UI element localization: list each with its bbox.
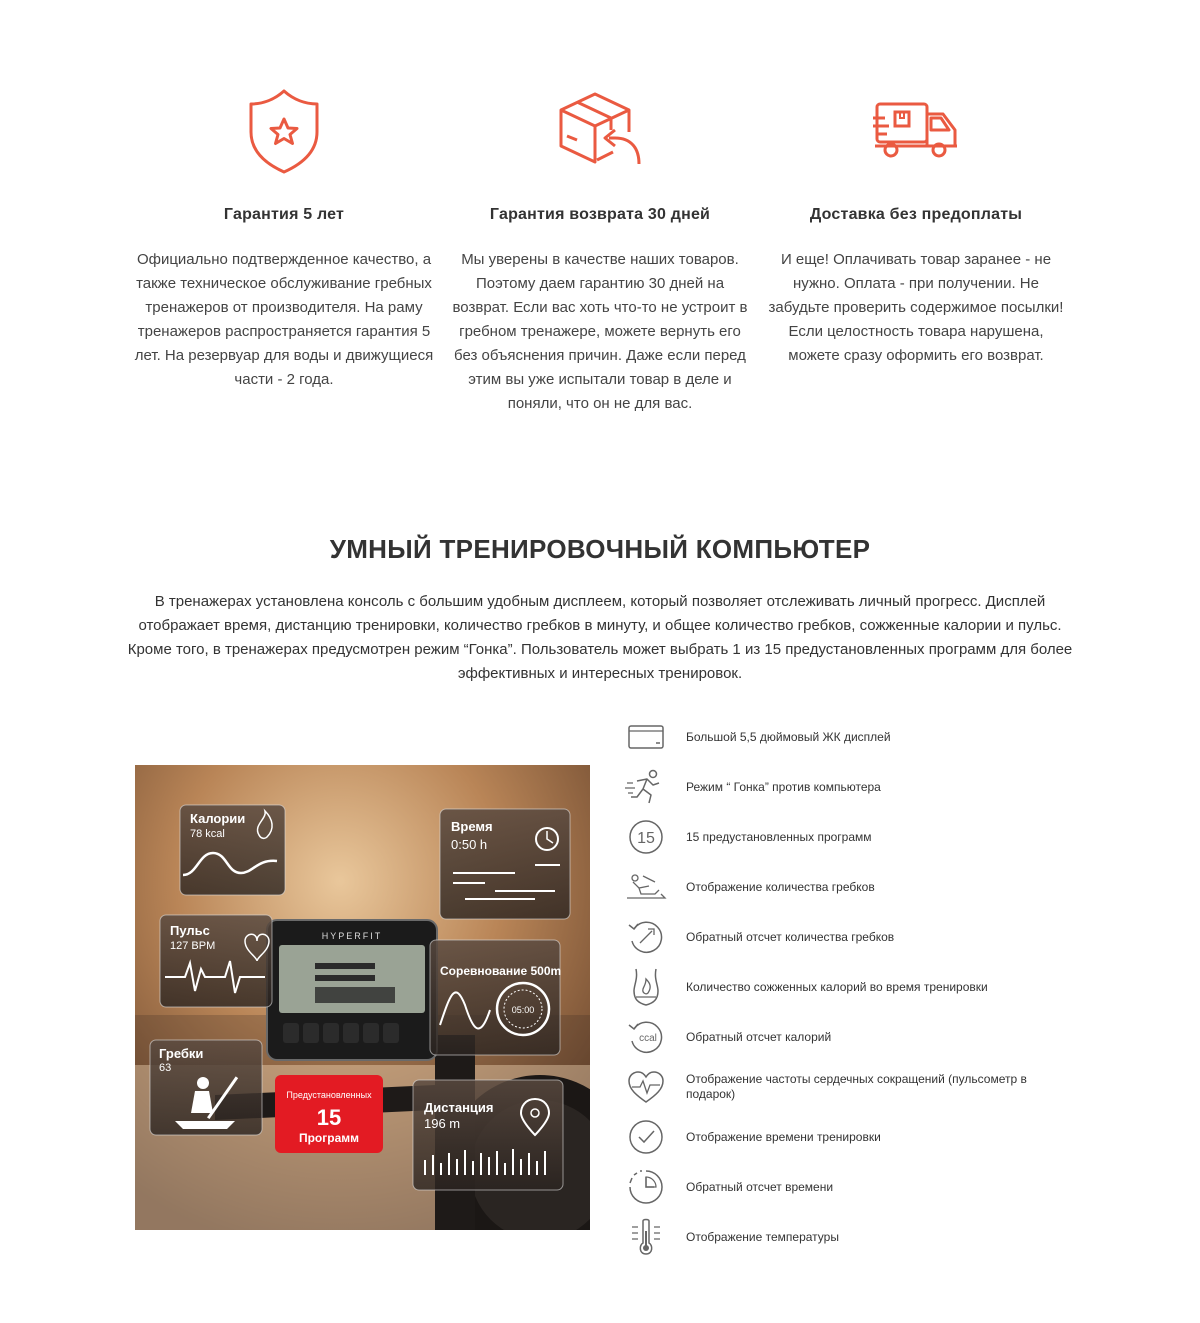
svg-text:15: 15 — [637, 830, 655, 847]
distance-title: Дистанция — [424, 1100, 494, 1115]
time-panel — [440, 809, 570, 919]
programs-line1: Предустановленных — [286, 1090, 372, 1100]
spec-label: Отображение температуры — [686, 1229, 839, 1244]
spec-item-calories — [624, 962, 1084, 1012]
spec-label: 15 предустановленных программ — [686, 829, 872, 844]
spec-item-strokes — [624, 862, 1084, 912]
box-return-icon — [555, 88, 645, 174]
pulse-value: 127 BPM — [170, 940, 216, 952]
heart-pulse-icon — [624, 1065, 668, 1109]
delivery-truck-icon — [873, 88, 959, 174]
race-panel — [430, 940, 561, 1055]
svg-text:ccal: ccal — [639, 1033, 657, 1044]
spec-label: Обратный отсчет количества гребков — [686, 929, 895, 944]
feature-warranty — [134, 88, 434, 392]
distance-panel — [413, 1080, 563, 1190]
spec-label: Количество сожженных калорий во время тренировки — [686, 979, 988, 994]
strokes-title: Гребки — [159, 1046, 204, 1061]
feature-title: Доставка без предоплаты — [809, 206, 1023, 223]
spec-label: Обратный отсчет времени — [686, 1179, 834, 1194]
calories-panel — [180, 805, 285, 895]
feature-delivery — [766, 88, 1066, 368]
console-brand: HYPERFIT — [321, 931, 383, 941]
strokes-value: 63 — [159, 1062, 172, 1074]
spec-item-display — [624, 712, 1084, 762]
pulse-panel — [160, 915, 272, 1007]
section-title: УМНЫЙ ТРЕНИРОВОЧНЫЙ КОМПЬЮТЕР — [329, 534, 871, 564]
calories-title: Калории — [190, 811, 246, 826]
console-illustration — [135, 765, 590, 1230]
distance-value: 196 m — [424, 1116, 461, 1131]
pulse-title: Пульс — [170, 923, 210, 938]
spec-item-time-countdown — [624, 1162, 1084, 1212]
number-15-circle-icon — [624, 815, 668, 859]
spec-item-temperature — [624, 1212, 1084, 1262]
spec-item-programs — [624, 812, 1084, 862]
feature-text: Мы уверены в качестве наших товаров. Поэтому даем гарантию 30 дней на возврат. Если вас хоть что-то не устроит в гребном тренажере, можете вернуть его без объяснения причин. Даже если перед этим вы уже испытали товар в деле и поняли, что он не для вас. — [452, 251, 748, 412]
clock-check-icon — [624, 1115, 668, 1159]
strokes-panel — [150, 1040, 262, 1135]
lcd-display-icon — [624, 715, 668, 759]
feature-text: И еще! Оплачивать товар заранее - не нужно. Оплата - при получении. Не забудьте проверить содержимое посылки! Если целостность товара нарушена, можете сразу оформить его возврат. — [768, 251, 1064, 364]
spec-label: Отображение частоты сердечных сокращений (пульсометр в подарок) — [686, 1072, 1027, 1101]
timer-countdown-icon — [624, 1165, 668, 1209]
spec-item-heart-rate — [624, 1062, 1084, 1112]
spec-item-kcal-countdown — [624, 1012, 1084, 1062]
console-photo — [135, 765, 590, 1230]
calories-value: 78 kcal — [190, 828, 225, 840]
body-flame-icon — [624, 965, 668, 1009]
shield-star-icon — [244, 88, 324, 174]
spec-list — [624, 712, 1084, 1262]
feature-title: Гарантия возврата 30 дней — [489, 206, 711, 223]
spec-item-race — [624, 762, 1084, 812]
feature-text: Официально подтвержденное качество, а также техническое обслуживание гребных тренажеров от производителя. На раму тренажеров распространяется гарантия 5 лет. На резервуар для воды и движущиеся части - 2 года. — [134, 251, 434, 388]
spec-label: Отображение количества гребков — [686, 879, 875, 894]
spec-label: Обратный отсчет калорий — [686, 1029, 832, 1044]
feature-return — [450, 88, 750, 416]
programs-badge — [275, 1075, 383, 1153]
spec-item-stroke-countdown — [624, 912, 1084, 962]
countdown-strokes-icon — [624, 915, 668, 959]
time-value: 0:50 h — [451, 837, 488, 852]
rower-icon — [624, 865, 668, 909]
features-section — [0, 88, 1200, 448]
programs-line2: Программ — [298, 1131, 360, 1145]
spec-label: Большой 5,5 дюймовый ЖК дисплей — [686, 729, 891, 744]
section-description: В тренажерах установлена консоль с большим удобным дисплеем, который позволяет отслеживать личный прогресс. Дисплей отображает время, дистанцию тренировки, количество гребков в минуту, и общее количество гребков, сожженные калории и пульс. Кроме того, в тренажерах предусмотрен режим “Гонка”. Пользователь может выбрать 1 из 15 предустановленных программ для более эффективных и интересных тренировок. — [127, 593, 1073, 682]
feature-title: Гарантия 5 лет — [223, 206, 345, 223]
programs-number: 15 — [316, 1105, 342, 1130]
spec-item-time — [624, 1112, 1084, 1162]
time-title: Время — [451, 819, 493, 834]
running-man-icon — [624, 765, 668, 809]
spec-label: Режим “ Гонка” против компьютера — [686, 779, 881, 794]
spec-label: Отображение времени тренировки — [686, 1129, 881, 1144]
countdown-kcal-icon — [624, 1015, 668, 1059]
thermometer-icon — [624, 1215, 668, 1259]
race-clock: 05:00 — [511, 1005, 535, 1015]
race-title: Соревнование 500m — [440, 964, 562, 978]
